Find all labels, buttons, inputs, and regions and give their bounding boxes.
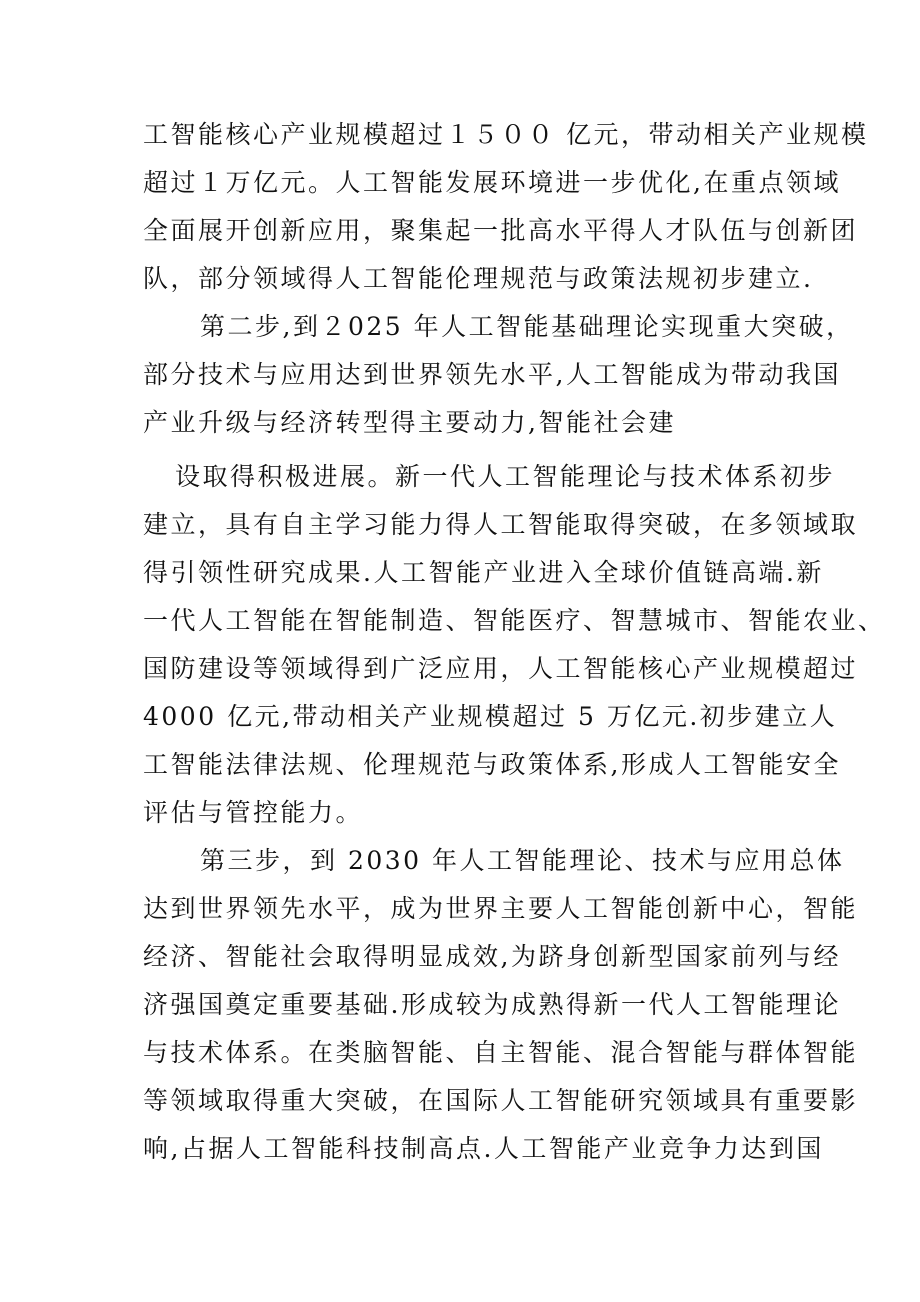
text-line: 4000 亿元,带动相关产业规模超过 5 万亿元.初步建立人	[143, 702, 838, 731]
text-line: 等领域取得重大突破，在国际人工智能研究领域具有重要影	[143, 1086, 859, 1115]
text-line: 济强国奠定重要基础.形成较为成熟得新一代人工智能理论	[143, 990, 841, 1019]
text-line: 一代人工智能在智能制造、智能医疗、智慧城市、智能农业、	[143, 606, 886, 635]
text-line: 队，部分领域得人工智能伦理规范与政策法规初步建立.	[143, 264, 814, 293]
text-line: 评估与管控能力。	[143, 798, 364, 827]
text-line: 经济、智能社会取得明显成效,为跻身创新型国家前列与经	[143, 942, 841, 971]
text-line: 响,占据人工智能科技制高点.人工智能产业竞争力达到国	[143, 1134, 824, 1163]
text-line: 得引领性研究成果.人工智能产业进入全球价值链高端.新	[143, 558, 824, 587]
text-line: 超过１万亿元。人工智能发展环境进一步优化,在重点领域	[143, 168, 841, 197]
text-line: 产业升级与经济转型得主要动力,智能社会建	[143, 408, 676, 437]
text-line: 部分技术与应用达到世界领先水平,人工智能成为带动我国	[143, 360, 841, 389]
text-line: 设取得积极进展。新一代人工智能理论与技术体系初步	[175, 462, 836, 491]
text-line: 与技术体系。在类脑智能、自主智能、混合智能与群体智能	[143, 1038, 859, 1067]
text-line: 工智能法律法规、伦理规范与政策体系,形成人工智能安全	[143, 750, 841, 779]
text-line: 工智能核心产业规模超过１５００ 亿元，带动相关产业规模	[143, 120, 869, 149]
text-line: 建立，具有自主学习能力得人工智能取得突破，在多领域取	[143, 510, 859, 539]
text-line: 达到世界领先水平，成为世界主要人工智能创新中心，智能	[143, 894, 859, 923]
text-line: 国防建设等领域得到广泛应用，人工智能核心产业规模超过	[143, 654, 859, 683]
text-line: 全面展开创新应用，聚集起一批高水平得人才队伍与创新团	[143, 216, 859, 245]
paragraph-step-three-start: 第三步，到 2030 年人工智能理论、技术与应用总体	[200, 846, 845, 875]
paragraph-step-two-start: 第二步,到２025 年人工智能基础理论实现重大突破，	[200, 312, 854, 341]
